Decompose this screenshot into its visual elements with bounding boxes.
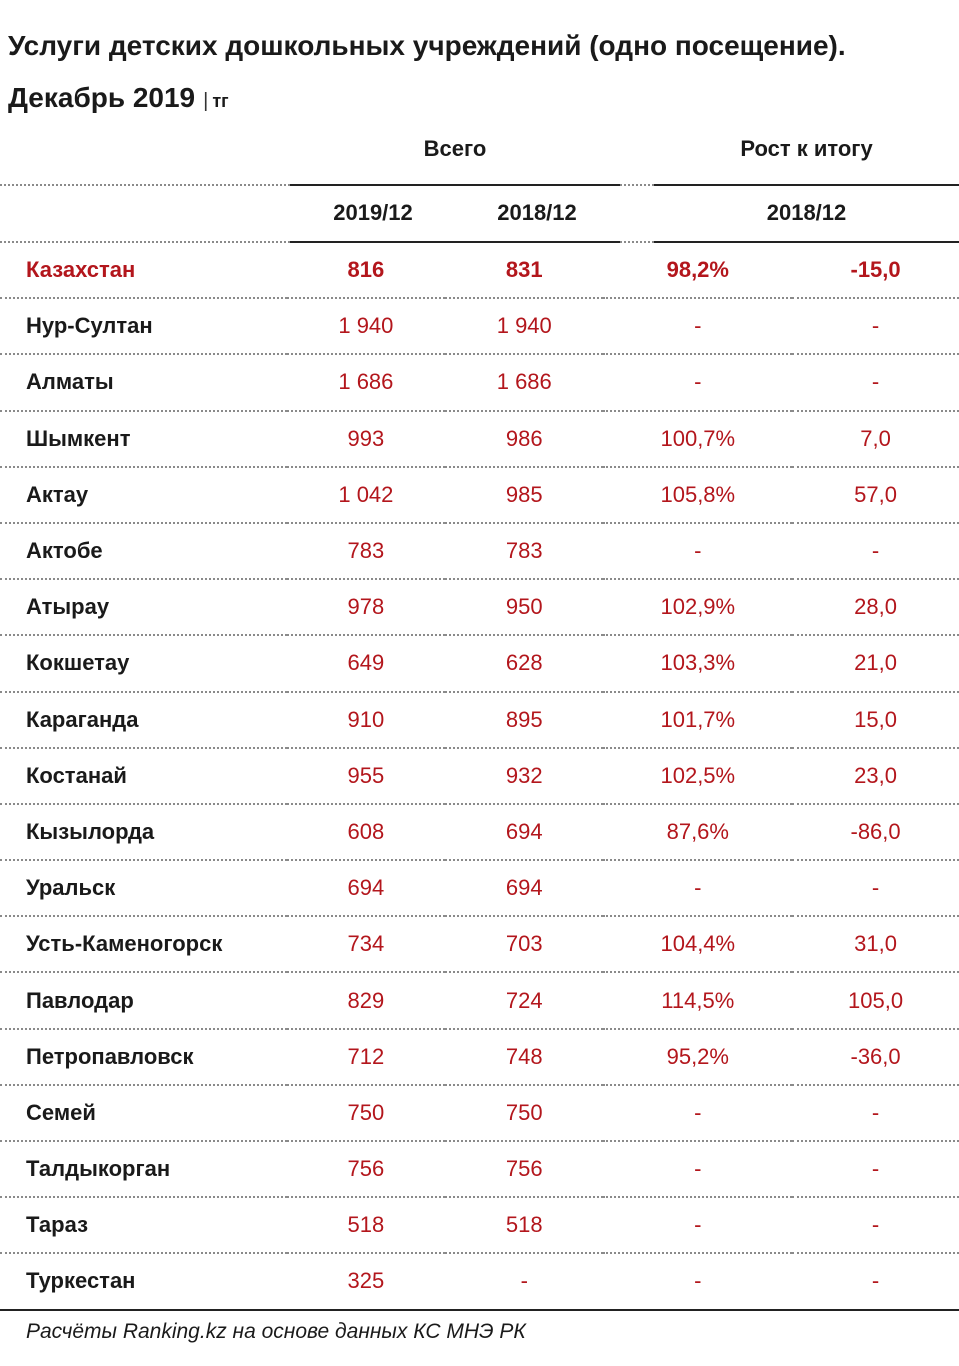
region-name: Костанай: [0, 748, 287, 804]
header-underline-total: [290, 184, 620, 186]
table-row: [0, 804, 959, 860]
region-name: Талдыкорган: [0, 1141, 287, 1197]
value-2018: 694: [445, 804, 603, 860]
growth-diff: -: [792, 1197, 959, 1253]
header-group-total: Всего: [423, 136, 487, 161]
region-name: Павлодар: [0, 972, 287, 1028]
value-2018: 783: [445, 523, 603, 579]
value-2018: 1 686: [445, 354, 603, 410]
title-line-1: Услуги детских дошкольных учреждений (одно посещение).: [8, 30, 846, 61]
title-period: Декабрь 2019: [8, 82, 196, 113]
title-line-2: [8, 72, 953, 127]
table-row: [0, 635, 959, 691]
value-2018: 950: [445, 579, 603, 635]
table-row: [0, 1141, 959, 1197]
value-2018: 756: [445, 1141, 603, 1197]
growth-percent: -: [603, 860, 792, 916]
growth-percent: 102,5%: [603, 748, 792, 804]
growth-diff: 105,0: [792, 972, 959, 1028]
table-row: [0, 748, 959, 804]
value-2019: 978: [287, 579, 445, 635]
value-2019: 955: [287, 748, 445, 804]
value-2019: 1 042: [287, 467, 445, 523]
table-row: [0, 523, 959, 579]
growth-percent: 105,8%: [603, 467, 792, 523]
table-row: [0, 1085, 959, 1141]
growth-diff: 23,0: [792, 748, 959, 804]
growth-percent: -: [603, 523, 792, 579]
growth-percent: -: [603, 1085, 792, 1141]
growth-percent: 100,7%: [603, 411, 792, 467]
column-header-2018: 2018/12: [497, 200, 577, 225]
value-2018: 831: [445, 243, 603, 298]
value-2018: 724: [445, 972, 603, 1028]
region-name: Кокшетау: [0, 635, 287, 691]
growth-percent: 103,3%: [603, 635, 792, 691]
header-divider-mid: [620, 184, 654, 186]
growth-diff: -: [792, 1253, 959, 1309]
region-name: Тараз: [0, 1197, 287, 1253]
value-2019: 712: [287, 1029, 445, 1085]
value-2019: 756: [287, 1141, 445, 1197]
value-2019: 783: [287, 523, 445, 579]
value-2018: 748: [445, 1029, 603, 1085]
region-name: Казахстан: [0, 243, 287, 298]
value-2018: 985: [445, 467, 603, 523]
header-divider-left: [0, 184, 290, 186]
value-2018: -: [445, 1253, 603, 1309]
growth-diff: -: [792, 354, 959, 410]
growth-diff: -: [792, 523, 959, 579]
growth-percent: -: [603, 354, 792, 410]
region-name: Усть-Каменогорск: [0, 916, 287, 972]
title-separator: |: [203, 90, 209, 112]
value-2018: 703: [445, 916, 603, 972]
value-2019: 993: [287, 411, 445, 467]
value-2019: 829: [287, 972, 445, 1028]
region-name: Нур-Султан: [0, 298, 287, 354]
value-2018: 518: [445, 1197, 603, 1253]
region-name: Шымкент: [0, 411, 287, 467]
growth-diff: -36,0: [792, 1029, 959, 1085]
value-2019: 816: [287, 243, 445, 298]
growth-percent: 98,2%: [603, 243, 792, 298]
growth-diff: 28,0: [792, 579, 959, 635]
header-group-growth: Рост к итогу: [740, 136, 873, 161]
table-row: [0, 579, 959, 635]
table-row: [0, 354, 959, 410]
growth-percent: 95,2%: [603, 1029, 792, 1085]
page-title: [8, 20, 953, 127]
header-underline-growth: [654, 184, 959, 186]
value-2019: 1 686: [287, 354, 445, 410]
value-2019: 694: [287, 860, 445, 916]
value-2019: 518: [287, 1197, 445, 1253]
value-2018: 932: [445, 748, 603, 804]
region-name: Уральск: [0, 860, 287, 916]
region-name: Атырау: [0, 579, 287, 635]
region-name: Кызылорда: [0, 804, 287, 860]
growth-percent: -: [603, 1141, 792, 1197]
growth-diff: -: [792, 860, 959, 916]
growth-diff: -86,0: [792, 804, 959, 860]
growth-percent: 102,9%: [603, 579, 792, 635]
growth-percent: 104,4%: [603, 916, 792, 972]
value-2019: 325: [287, 1253, 445, 1309]
value-2018: 750: [445, 1085, 603, 1141]
table-row: [0, 1253, 959, 1309]
growth-percent: 87,6%: [603, 804, 792, 860]
region-name: Караганда: [0, 692, 287, 748]
table-row: [0, 411, 959, 467]
table-row: [0, 467, 959, 523]
table-body: [0, 243, 959, 1310]
table-row: [0, 860, 959, 916]
region-name: Алматы: [0, 354, 287, 410]
value-2019: 734: [287, 916, 445, 972]
value-2018: 628: [445, 635, 603, 691]
region-name: Петропавловск: [0, 1029, 287, 1085]
value-2019: 750: [287, 1085, 445, 1141]
column-header-2019: 2019/12: [333, 200, 413, 225]
table-row: [0, 1197, 959, 1253]
value-2019: 608: [287, 804, 445, 860]
growth-diff: -: [792, 298, 959, 354]
growth-diff: 31,0: [792, 916, 959, 972]
growth-diff: 21,0: [792, 635, 959, 691]
value-2018: 1 940: [445, 298, 603, 354]
table-row: [0, 1029, 959, 1085]
growth-percent: 101,7%: [603, 692, 792, 748]
region-name: Актобе: [0, 523, 287, 579]
growth-diff: 7,0: [792, 411, 959, 467]
table-row: [0, 916, 959, 972]
growth-percent: -: [603, 1253, 792, 1309]
growth-percent: -: [603, 298, 792, 354]
region-name: Туркестан: [0, 1253, 287, 1309]
column-header-growth-period: 2018/12: [766, 200, 847, 225]
growth-diff: -: [792, 1141, 959, 1197]
title-unit: тг: [212, 91, 229, 111]
growth-diff: -15,0: [792, 243, 959, 298]
region-name: Актау: [0, 467, 287, 523]
growth-diff: -: [792, 1085, 959, 1141]
growth-diff: 15,0: [792, 692, 959, 748]
source-footnote: Расчёты Ranking.kz на основе данных КС МНЭ РК: [26, 1320, 526, 1343]
table-row: [0, 972, 959, 1028]
growth-percent: 114,5%: [603, 972, 792, 1028]
growth-percent: -: [603, 1197, 792, 1253]
value-2018: 694: [445, 860, 603, 916]
table-row: [0, 298, 959, 354]
growth-diff: 57,0: [792, 467, 959, 523]
table-row: [0, 692, 959, 748]
value-2019: 910: [287, 692, 445, 748]
value-2018: 986: [445, 411, 603, 467]
value-2019: 1 940: [287, 298, 445, 354]
value-2019: 649: [287, 635, 445, 691]
data-table: [0, 243, 959, 1311]
table-row: [0, 243, 959, 298]
region-name: Семей: [0, 1085, 287, 1141]
value-2018: 895: [445, 692, 603, 748]
